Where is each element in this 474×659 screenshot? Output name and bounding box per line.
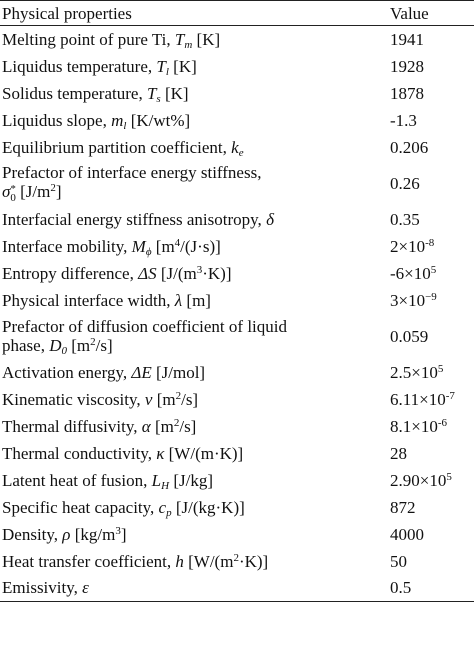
- value-cell: [390, 386, 474, 413]
- table-row: [0, 287, 474, 314]
- property-cell: [0, 440, 390, 467]
- value-cell: [390, 494, 474, 521]
- property-symbol: T: [146, 83, 157, 103]
- property-cell: [0, 161, 390, 206]
- table-row: [0, 440, 474, 467]
- value-cell: [390, 80, 474, 107]
- property-unit: [J/(m: [156, 263, 197, 283]
- property-name: Density,: [2, 524, 63, 544]
- property-unit: [J/kg]: [169, 470, 213, 490]
- property-cell: [0, 134, 390, 161]
- property-cell: [0, 359, 390, 386]
- property-cell: [0, 575, 390, 602]
- property-cell: [0, 206, 390, 233]
- property-value: 2.90×10: [390, 470, 447, 490]
- property-unit: [J/m: [15, 182, 51, 201]
- value-cell: [390, 206, 474, 233]
- property-unit-end: /s]: [95, 336, 113, 355]
- value-exponent: 5: [437, 362, 444, 375]
- property-cell: [0, 233, 390, 260]
- property-value: 8.1×10: [390, 416, 438, 436]
- unit-exponent: 4: [174, 236, 181, 249]
- property-symbol: c: [158, 497, 167, 517]
- property-unit-end: ·K)]: [202, 263, 232, 283]
- property-unit: [K]: [192, 29, 221, 49]
- symbol-subscript: s: [156, 92, 161, 105]
- unit-exponent: 2: [90, 336, 96, 348]
- unit-exponent: 2: [175, 389, 182, 402]
- property-name: Specific heat capacity,: [2, 497, 159, 517]
- property-unit-end: /s]: [181, 389, 199, 409]
- property-value: 0.059: [390, 326, 429, 346]
- symbol-subscript: l: [165, 65, 169, 78]
- property-name: Emissivity,: [2, 578, 83, 598]
- value-exponent: -8: [425, 236, 435, 249]
- property-name-cont: phase,: [2, 336, 50, 355]
- property-unit: [J/mol]: [151, 362, 206, 382]
- property-name: Entropy difference,: [2, 263, 139, 283]
- property-unit-end: /s]: [179, 416, 197, 436]
- property-value: 872: [390, 497, 416, 517]
- unit-exponent: 3: [196, 263, 203, 276]
- property-cell: [0, 386, 390, 413]
- property-name: Thermal conductivity,: [2, 443, 157, 463]
- value-cell: [390, 413, 474, 440]
- table-row: [0, 80, 474, 107]
- unit-exponent: 2: [233, 551, 239, 564]
- property-cell: [0, 287, 390, 314]
- value-cell: [390, 161, 474, 206]
- value-cell: [390, 107, 474, 134]
- table-row: [0, 260, 474, 287]
- property-name: Solidus temperature,: [2, 83, 147, 103]
- value-exponent: -6: [437, 416, 448, 429]
- symbol-subscript: 0: [10, 192, 16, 204]
- property-symbol: k: [231, 137, 239, 157]
- table-row: [0, 233, 474, 260]
- property-name: Melting point of pure Ti,: [2, 29, 175, 49]
- header-row: [0, 1, 474, 26]
- table-header: [0, 1, 474, 26]
- symbol-subscript: p: [166, 506, 172, 519]
- value-cell: [390, 575, 474, 602]
- symbol-subscript: H: [161, 479, 170, 492]
- property-cell: [0, 521, 390, 548]
- value-cell: [390, 53, 474, 80]
- table-row: [0, 107, 474, 134]
- property-value: 50: [390, 551, 407, 571]
- property-value: 1928: [390, 56, 424, 76]
- property-symbol: δ: [266, 209, 274, 229]
- value-cell: [390, 521, 474, 548]
- property-unit: [K]: [168, 56, 197, 76]
- value-exponent: −9: [425, 290, 437, 303]
- table-row: [0, 161, 474, 206]
- value-cell: [390, 467, 474, 494]
- property-value: 0.206: [390, 137, 429, 157]
- value-cell: [390, 233, 474, 260]
- property-value: 6.11×10: [390, 389, 446, 409]
- property-value: -6×10: [390, 263, 431, 283]
- table-row: [0, 206, 474, 233]
- symbol-superscript: *: [10, 183, 16, 195]
- property-name: Physical interface width,: [2, 290, 175, 310]
- property-cell: [0, 26, 390, 53]
- header-physical-properties: Physical properties: [0, 1, 390, 26]
- property-cell: [0, 467, 390, 494]
- property-unit: [m]: [182, 290, 211, 310]
- property-symbol: D: [49, 336, 62, 355]
- property-symbol: M: [131, 236, 146, 256]
- value-exponent: 5: [430, 263, 437, 276]
- table-row: [0, 314, 474, 359]
- property-name: Equilibrium partition coefficient,: [2, 137, 232, 157]
- property-name: Kinematic viscosity,: [2, 389, 145, 409]
- property-symbol: ρ: [62, 524, 71, 544]
- symbol-subscript: e: [238, 146, 244, 159]
- property-cell: [0, 413, 390, 440]
- property-cell: [0, 107, 390, 134]
- property-symbol: m: [111, 110, 124, 130]
- property-value: 0.35: [390, 209, 420, 229]
- unit-exponent: 2: [173, 416, 180, 429]
- value-cell: [390, 287, 474, 314]
- property-name: Liquidus temperature,: [2, 56, 157, 76]
- table-row: [0, 134, 474, 161]
- table-row: [0, 494, 474, 521]
- property-value: 3×10: [390, 290, 426, 310]
- property-value: 0.26: [390, 173, 420, 193]
- property-name: Interface mobility,: [2, 236, 132, 256]
- property-name: Activation energy,: [2, 362, 132, 382]
- value-exponent: -7: [445, 389, 455, 402]
- table-body: [0, 26, 474, 602]
- property-cell: [0, 314, 390, 359]
- property-unit: [m: [151, 236, 175, 256]
- property-symbol: ΔS: [138, 263, 157, 283]
- value-cell: [390, 359, 474, 386]
- property-cell: [0, 53, 390, 80]
- table-row: [0, 386, 474, 413]
- property-symbol: T: [174, 29, 185, 49]
- value-cell: [390, 134, 474, 161]
- table-row: [0, 548, 474, 575]
- property-unit-end: ]: [120, 524, 127, 544]
- property-value: 2.5×10: [390, 362, 438, 382]
- value-cell: [390, 548, 474, 575]
- property-cell: [0, 260, 390, 287]
- unit-exponent: 3: [115, 524, 121, 537]
- value-cell: [390, 26, 474, 53]
- symbol-subscript: 0: [61, 345, 67, 357]
- header-value: Value: [390, 1, 474, 26]
- symbol-subscript: m: [184, 38, 193, 51]
- property-name: Prefactor of interface energy stiffness,: [2, 163, 262, 182]
- property-value: 0.5: [390, 578, 412, 598]
- property-symbol: λ: [174, 290, 183, 310]
- property-unit-end: ]: [55, 182, 62, 201]
- property-symbol: T: [156, 56, 166, 76]
- table-row: [0, 521, 474, 548]
- property-value: 1941: [390, 29, 424, 49]
- table-row: [0, 467, 474, 494]
- value-exponent: 5: [446, 470, 452, 483]
- value-cell: [390, 314, 474, 359]
- property-symbol: h: [175, 551, 184, 571]
- property-unit: [m: [67, 336, 91, 355]
- property-symbol: σ: [2, 182, 11, 201]
- table-row: [0, 413, 474, 440]
- property-name: Liquidus slope,: [2, 110, 112, 130]
- property-name: Heat transfer coefficient,: [2, 551, 176, 571]
- property-name: Prefactor of diffusion coefficient of liquid: [2, 317, 287, 336]
- property-name: Thermal diffusivity,: [2, 416, 142, 436]
- value-cell: [390, 440, 474, 467]
- property-value: -1.3: [390, 110, 417, 130]
- property-value: 2×10: [390, 236, 426, 256]
- table-row: [0, 575, 474, 602]
- property-symbol: ε: [82, 578, 89, 598]
- property-value: 28: [390, 443, 407, 463]
- property-unit: [m: [150, 416, 174, 436]
- property-value: 4000: [390, 524, 424, 544]
- table-row: [0, 53, 474, 80]
- symbol-subscript: l: [123, 119, 127, 132]
- property-cell: [0, 494, 390, 521]
- property-unit: [K]: [160, 83, 189, 103]
- property-unit: [m: [152, 389, 176, 409]
- property-name: Interfacial energy stiffness anisotropy,: [2, 209, 267, 229]
- property-symbol: ΔE: [131, 362, 152, 382]
- property-cell: [0, 80, 390, 107]
- property-unit-end: ·K)]: [238, 551, 269, 571]
- symbol-subscript: ϕ: [145, 245, 152, 258]
- property-name: Latent heat of fusion,: [2, 470, 152, 490]
- property-symbol: ν: [144, 389, 153, 409]
- property-unit-end: /(J·s)]: [180, 236, 221, 256]
- property-unit: [W/(m: [183, 551, 234, 571]
- table-row: [0, 359, 474, 386]
- property-unit: [kg/m: [70, 524, 116, 544]
- unit-exponent: 2: [50, 182, 56, 194]
- property-cell: [0, 548, 390, 575]
- value-cell: [390, 260, 474, 287]
- property-unit: [K/wt%]: [126, 110, 191, 130]
- property-unit: [J/(kg·K)]: [171, 497, 245, 517]
- table-row: [0, 26, 474, 53]
- property-unit: [W/(m·K)]: [164, 443, 244, 463]
- property-symbol: α: [141, 416, 151, 436]
- property-symbol: L: [151, 470, 162, 490]
- property-value: 1878: [390, 83, 424, 103]
- property-symbol: κ: [156, 443, 165, 463]
